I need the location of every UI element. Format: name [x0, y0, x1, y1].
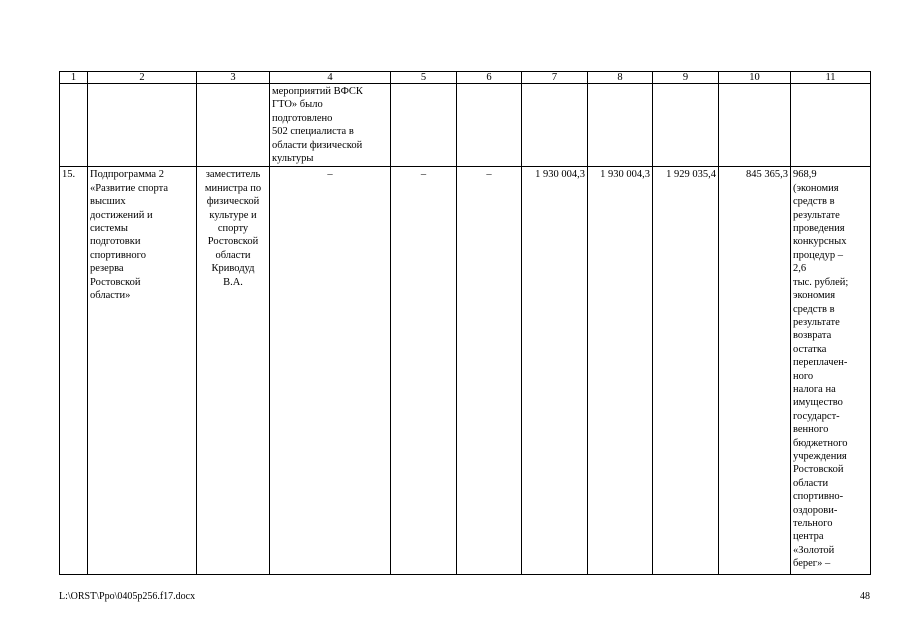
table-row-15	[60, 167, 871, 575]
text-line: переплачен-	[793, 357, 848, 369]
cell	[522, 84, 588, 167]
col-header-4: 4	[270, 72, 391, 84]
text-line: результате	[793, 209, 840, 221]
text-line: Криводуд	[211, 263, 255, 275]
text-line: налога на	[793, 383, 836, 395]
col-header-7: 7	[522, 72, 588, 84]
text-line: спортивного	[90, 249, 146, 261]
text-line: 968,9	[793, 169, 817, 181]
text-line: области»	[90, 290, 131, 302]
col-header-6: 6	[457, 72, 522, 84]
text-line: тыс. рублей;	[793, 276, 849, 288]
cell	[791, 84, 871, 167]
text-line: средств в	[793, 303, 835, 315]
text-line: бюджетного	[793, 437, 848, 449]
text-line: заместитель	[205, 169, 261, 181]
col-header-5: 5	[391, 72, 457, 84]
cell-col8: 1 930 004,3	[588, 167, 653, 575]
text-line: венного	[793, 424, 829, 436]
col-header-3: 3	[197, 72, 270, 84]
text-line: (экономия	[793, 182, 839, 194]
text-line: результате	[793, 316, 840, 328]
text-line: 2,6	[793, 263, 807, 275]
col-header-11: 11	[791, 72, 871, 84]
text-line: области физической	[272, 139, 363, 151]
cell	[653, 84, 719, 167]
cell-col7: 1 930 004,3	[522, 167, 588, 575]
text-line: «Золотой	[793, 544, 835, 556]
text-line: подготовки	[90, 236, 141, 248]
text-line: имущество	[793, 397, 843, 409]
cell	[391, 84, 457, 167]
cell	[88, 84, 197, 167]
cell-col10: 845 365,3	[719, 167, 791, 575]
text-line: спорту	[217, 223, 249, 235]
cell	[719, 84, 791, 167]
text-line: экономия	[793, 290, 836, 302]
text-line: конкурсных	[793, 236, 847, 248]
cell	[197, 84, 270, 167]
text-line: Подпрограмма 2	[90, 169, 164, 181]
text-line: высших	[90, 196, 126, 208]
text-line: учреждения	[793, 450, 847, 462]
cell	[457, 84, 522, 167]
text-line: резерва	[90, 263, 124, 275]
text-line: проведения	[793, 223, 845, 235]
text-line: ГТО» было	[272, 99, 323, 111]
text-line: области	[215, 249, 251, 261]
text-line: Ростовской	[793, 464, 844, 476]
cell-col4: –	[270, 167, 391, 575]
text-line: тельного	[793, 518, 833, 529]
cell-col9: 1 929 035,4	[653, 167, 719, 575]
col-header-9: 9	[653, 72, 719, 84]
text-line: возврата	[793, 330, 832, 342]
text-line: культуры	[272, 153, 314, 165]
text-line: остатка	[793, 343, 827, 355]
text-line: государст-	[793, 410, 840, 422]
text-line: подготовлено	[272, 112, 333, 124]
text-line: оздорови-	[793, 504, 838, 516]
col-header-10: 10	[719, 72, 791, 84]
text-line: мероприятий ВФСК	[272, 86, 363, 97]
file-path: L:\ORST\Ppo\0405p256.f17.docx	[59, 591, 196, 602]
text-line: Ростовской	[90, 276, 141, 288]
text-line: физической	[206, 196, 260, 208]
row-number: 15.	[60, 167, 88, 575]
col-header-1: 1	[60, 72, 88, 84]
cell-col5: –	[391, 167, 457, 575]
page-number: 48	[860, 591, 870, 602]
text-line: ного	[793, 370, 814, 382]
text-line: спортивно-	[793, 491, 844, 503]
text-line: культуре и	[209, 209, 257, 221]
col-header-2: 2	[88, 72, 197, 84]
responsible-person	[197, 167, 270, 575]
text-line: В.А.	[223, 276, 243, 288]
subprogram-name	[88, 167, 197, 575]
text-line: процедур –	[793, 249, 843, 261]
text-line: системы	[90, 223, 128, 235]
text-line: Ростовской	[207, 236, 259, 248]
cell	[588, 84, 653, 167]
text-line: достижений и	[90, 209, 153, 221]
text-line: средств в	[793, 196, 835, 208]
cell	[60, 84, 88, 167]
col-header-8: 8	[588, 72, 653, 84]
cont-row-col4	[270, 84, 391, 167]
text-line: «Развитие спорта	[90, 182, 168, 194]
report-table	[59, 71, 871, 575]
text-line: центра	[793, 531, 824, 543]
cell-col6: –	[457, 167, 522, 575]
text-line: 502 специалиста в	[272, 126, 354, 138]
column-number-row	[60, 72, 871, 84]
cell-col11-notes	[791, 167, 871, 575]
text-line: министра по	[204, 182, 262, 194]
text-line: области	[793, 477, 829, 489]
text-line: берег» –	[793, 558, 831, 570]
table-row-continuation	[60, 84, 871, 167]
